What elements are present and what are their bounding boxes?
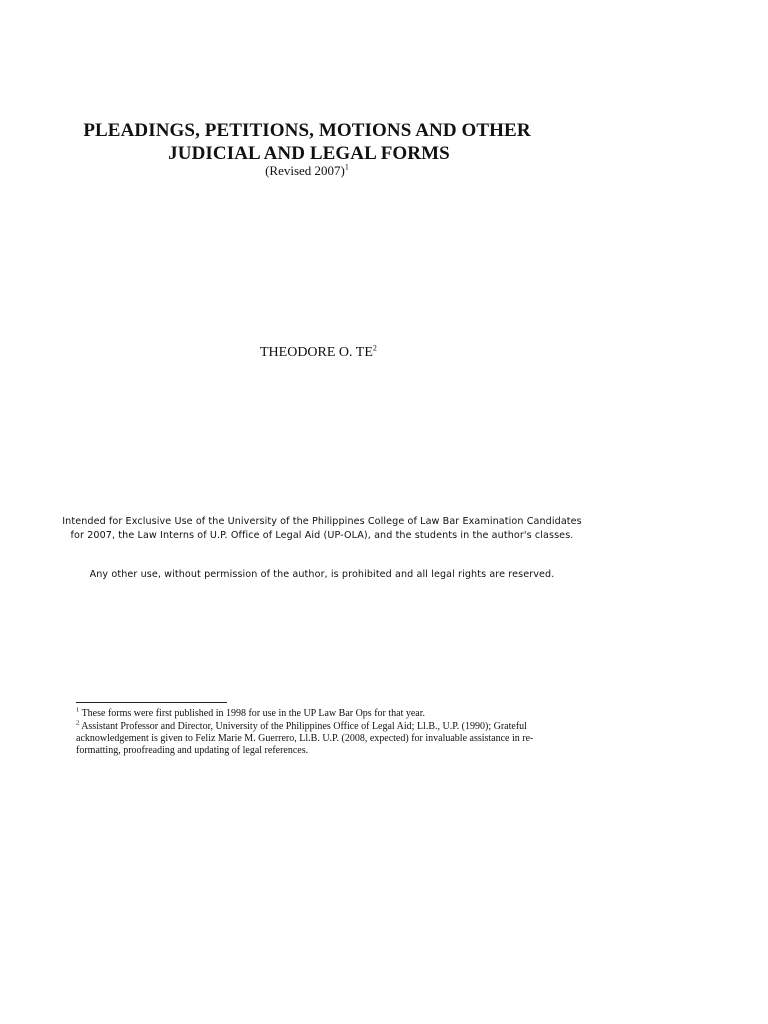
revision-note <box>0 163 614 179</box>
footnote-2-mark: 2 <box>76 719 80 727</box>
footnote-1-text: These forms were first published in 1998 for use in the UP Law Bar Ops for that year. <box>79 708 426 719</box>
footnote-2-line-3: formatting, proofreading and updating of legal references. <box>76 745 309 756</box>
footnote-2-line-2: acknowledgement is given to Feliz Marie M. Guerrero, Ll.B. U.P. (2008, expected) for invaluable assistance in re- <box>76 733 534 744</box>
document-title-line-2: JUDICIAL AND LEGAL FORMS <box>168 143 450 164</box>
revision-text: (Revised 2007) <box>265 163 345 178</box>
footnote-2-line-1 <box>76 721 527 734</box>
usage-notice-line-1: Intended for Exclusive Use of the University of the Philippines College of Law Bar Examination Candidates <box>62 516 582 527</box>
footnote-1 <box>76 708 425 721</box>
footnote-separator <box>76 702 227 703</box>
rights-notice: Any other use, without permission of the author, is prohibited and all legal rights are reserved. <box>89 569 555 580</box>
usage-notice-line-2: for 2007, the Law Interns of U.P. Office of Legal Aid (UP-OLA), and the students in the author's classes. <box>70 530 574 541</box>
document-title-line-1: PLEADINGS, PETITIONS, MOTIONS AND OTHER <box>83 120 531 141</box>
footnote-ref-2[interactable]: 2 <box>372 343 377 353</box>
footnote-2-text-1: Assistant Professor and Director, University of the Philippines Office of Legal Aid; Ll.B., U.P. (1990); Grateful <box>79 721 527 732</box>
footnote-1-mark: 1 <box>76 706 80 714</box>
author-text: THEODORE O. TE <box>260 345 373 360</box>
footnote-ref-1[interactable]: 1 <box>344 162 349 172</box>
author-name <box>260 345 377 361</box>
